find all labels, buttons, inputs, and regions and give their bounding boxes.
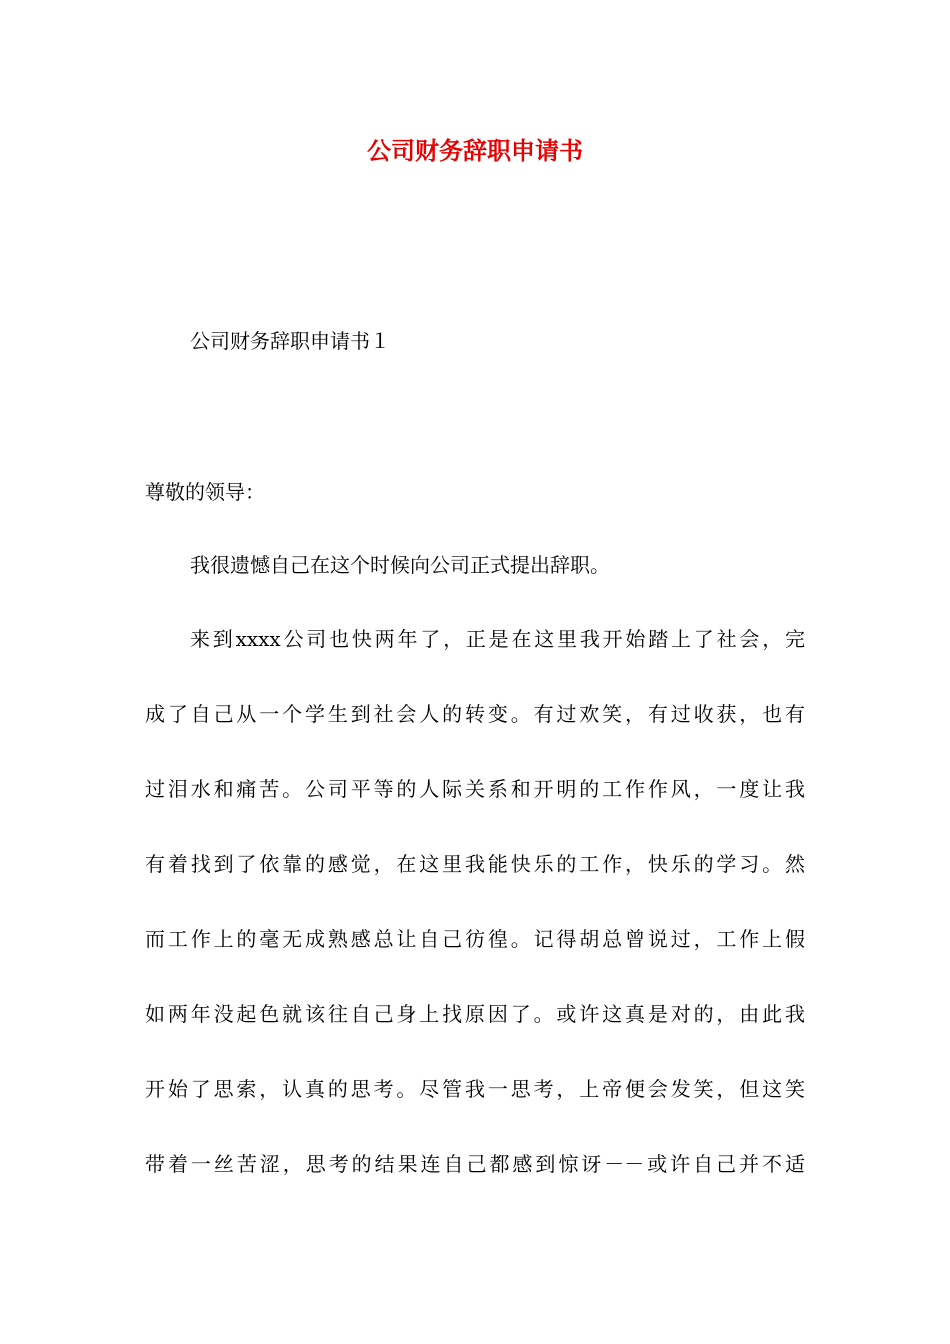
paragraph-line: 有着找到了依靠的感觉，在这里我能快乐的工作，快乐的学习。然 xyxy=(145,852,805,876)
paragraph-2 xyxy=(145,624,805,1224)
paragraph-line: 而工作上的毫无成熟感总让自己彷徨。记得胡总曾说过，工作上假 xyxy=(145,927,805,951)
paragraph-line: 过泪水和痛苦。公司平等的人际关系和开明的工作作风，一度让我 xyxy=(145,777,805,801)
paragraph-line: 如两年没起色就该往自己身上找原因了。或许这真是对的，由此我 xyxy=(145,1002,805,1026)
paragraph-line: 来到xxxx公司也快两年了，正是在这里我开始踏上了社会，完 xyxy=(190,627,805,651)
paragraph-line: 带着一丝苦涩，思考的结果连自己都感到惊讶－－或许自己并不适 xyxy=(145,1152,805,1176)
section-heading: 公司财务辞职申请书１ xyxy=(190,329,390,353)
salutation: 尊敬的领导： xyxy=(145,480,265,504)
paragraph-line: 开始了思索，认真的思考。尽管我一思考，上帝便会发笑，但这笑 xyxy=(145,1077,805,1101)
document-title: 公司财务辞职申请书 xyxy=(367,137,583,165)
paragraph-line: 成了自己从一个学生到社会人的转变。有过欢笑，有过收获，也有 xyxy=(145,702,805,726)
paragraph-1: 我很遗憾自己在这个时候向公司正式提出辞职。 xyxy=(190,553,610,577)
